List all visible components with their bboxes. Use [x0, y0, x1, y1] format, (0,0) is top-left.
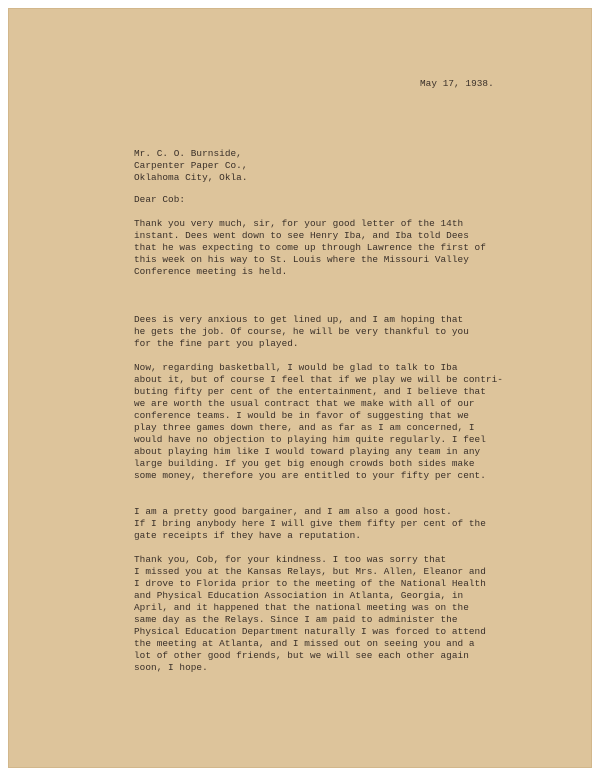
text-line: Thank you very much, sir, for your good letter of the 14th — [134, 218, 464, 229]
text-line: Now, regarding basketball, I would be glad to talk to Iba — [134, 362, 458, 373]
text-line: play three games down there, and as far as I am concerned, I — [134, 422, 475, 433]
address-line: Oklahoma City, Okla. — [134, 172, 248, 183]
text-line: Physical Education Department naturally I was forced to attend — [134, 626, 486, 637]
text-line: he gets the job. Of course, he will be very thankful to you — [134, 326, 469, 337]
text-line: I am a pretty good bargainer, and I am also a good host. — [134, 506, 452, 517]
text-line: instant. Dees went down to see Henry Iba, and Iba told Dees — [134, 230, 469, 241]
text-line: I drove to Florida prior to the meeting of the National Health — [134, 578, 486, 589]
text-line: that he was expecting to come up through Lawrence the first of — [134, 242, 486, 253]
text-line: same day as the Relays. Since I am paid to administer the — [134, 614, 458, 625]
text-line: this week on his way to St. Louis where the Missouri Valley — [134, 254, 469, 265]
paragraph — [134, 218, 594, 278]
text-line: would have no objection to playing him quite regularly. I feel — [134, 434, 486, 445]
letter-date: May 17, 1938. — [420, 78, 494, 89]
text-line: soon, I hope. — [134, 662, 208, 673]
text-line: buting fifty per cent of the entertainment, and I believe that — [134, 386, 486, 397]
text-line: about playing him like I would toward playing any team in any — [134, 446, 481, 457]
salutation: Dear Cob: — [134, 194, 186, 205]
paragraph — [134, 314, 594, 350]
text-line: lot of other good friends, but we will see each other again — [134, 650, 469, 661]
text-line: I missed you at the Kansas Relays, but Mrs. Allen, Eleanor and — [134, 566, 486, 577]
text-line: April, and it happened that the national meeting was on the — [134, 602, 469, 613]
text-line: Conference meeting is held. — [134, 266, 288, 277]
letter-page — [8, 8, 592, 768]
paragraph — [134, 362, 594, 482]
address-line: Mr. C. O. Burnside, — [134, 148, 242, 159]
text-line: gate receipts if they have a reputation. — [134, 530, 362, 541]
text-line: large building. If you get big enough crowds both sides make — [134, 458, 475, 469]
recipient-address — [134, 148, 248, 184]
paragraph — [134, 554, 594, 674]
text-line: If I bring anybody here I will give them fifty per cent of the — [134, 518, 486, 529]
text-line: Dees is very anxious to get lined up, and I am hoping that — [134, 314, 464, 325]
text-line: Thank you, Cob, for your kindness. I too was sorry that — [134, 554, 447, 565]
text-line: some money, therefore you are entitled to your fifty per cent. — [134, 470, 486, 481]
paragraph — [134, 506, 594, 542]
address-line: Carpenter Paper Co., — [134, 160, 248, 171]
text-line: and Physical Education Association in Atlanta, Georgia, in — [134, 590, 464, 601]
text-line: we are worth the usual contract that we make with all of our — [134, 398, 475, 409]
text-line: the meeting at Atlanta, and I missed out on seeing you and a — [134, 638, 475, 649]
text-line: conference teams. I would be in favor of suggesting that we — [134, 410, 469, 421]
text-line: about it, but of course I feel that if we play we will be contri- — [134, 374, 503, 385]
text-line: for the fine part you played. — [134, 338, 299, 349]
